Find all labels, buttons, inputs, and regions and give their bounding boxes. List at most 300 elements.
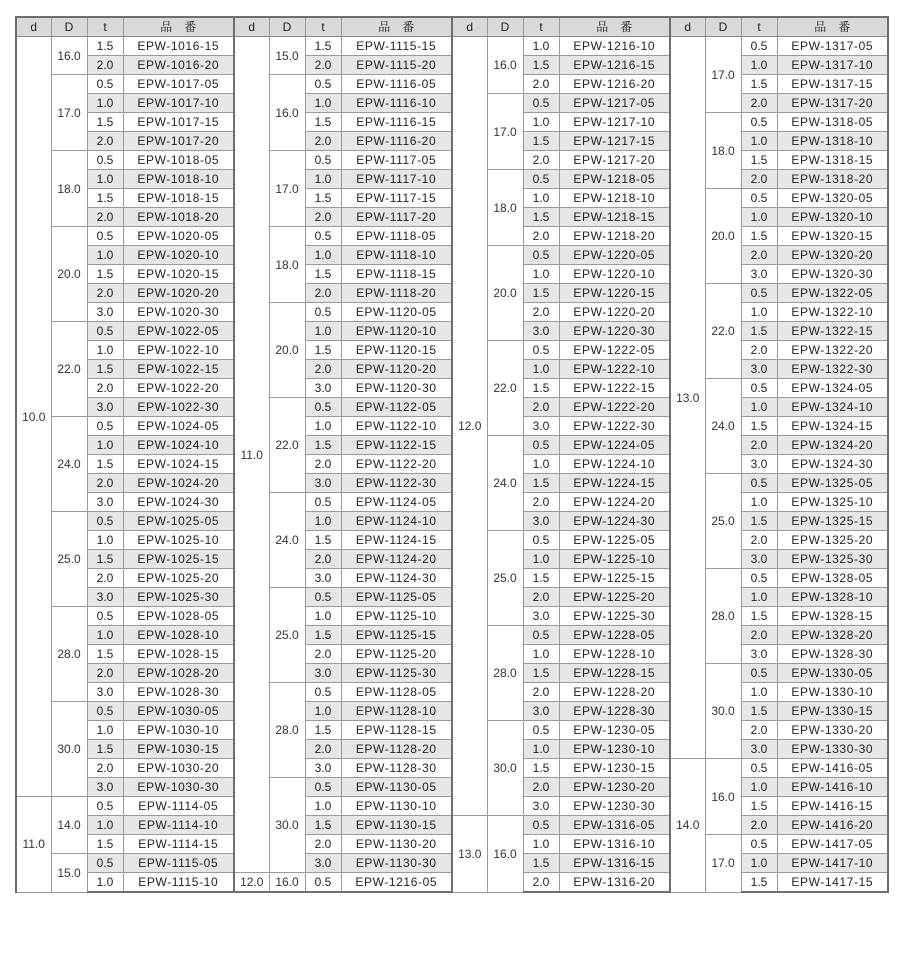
part-number-cell: EPW-1320-15 xyxy=(777,227,888,246)
t-cell: 0.5 xyxy=(741,664,777,683)
part-number-cell: EPW-1025-20 xyxy=(123,569,234,588)
t-cell: 2.0 xyxy=(305,56,341,75)
t-cell: 3.0 xyxy=(523,797,559,816)
part-number-cell: EPW-1330-05 xyxy=(777,664,888,683)
t-cell: 0.5 xyxy=(87,322,123,341)
part-number-cell: EPW-1028-10 xyxy=(123,626,234,645)
t-cell: 1.0 xyxy=(741,208,777,227)
part-number-cell: EPW-1216-20 xyxy=(559,75,670,94)
t-cell: 1.0 xyxy=(523,645,559,664)
part-number-cell: EPW-1120-15 xyxy=(341,341,452,360)
D-cell: 28.0 xyxy=(487,626,523,721)
part-number-cell: EPW-1316-05 xyxy=(559,816,670,835)
t-cell: 1.0 xyxy=(87,170,123,189)
part-number-cell: EPW-1018-15 xyxy=(123,189,234,208)
part-number-cell: EPW-1324-20 xyxy=(777,436,888,455)
t-cell: 0.5 xyxy=(523,531,559,550)
t-cell: 1.0 xyxy=(87,626,123,645)
t-cell: 1.0 xyxy=(87,873,123,893)
part-number-cell: EPW-1120-20 xyxy=(341,360,452,379)
part-number-cell: EPW-1025-05 xyxy=(123,512,234,531)
t-cell: 3.0 xyxy=(305,854,341,873)
part-number-cell: EPW-1028-30 xyxy=(123,683,234,702)
t-cell: 1.5 xyxy=(523,759,559,778)
part-number-cell: EPW-1016-15 xyxy=(123,37,234,56)
t-cell: 3.0 xyxy=(741,645,777,664)
part-number-cell: EPW-1130-05 xyxy=(341,778,452,797)
part-number-cell: EPW-1216-15 xyxy=(559,56,670,75)
t-cell: 3.0 xyxy=(87,588,123,607)
part-number-cell: EPW-1117-10 xyxy=(341,170,452,189)
part-number-cell: EPW-1230-20 xyxy=(559,778,670,797)
part-number-cell: EPW-1118-20 xyxy=(341,284,452,303)
part-number-cell: EPW-1228-30 xyxy=(559,702,670,721)
t-cell: 1.0 xyxy=(87,531,123,550)
t-cell: 0.5 xyxy=(305,683,341,702)
part-number-cell: EPW-1025-15 xyxy=(123,550,234,569)
t-cell: 1.0 xyxy=(305,512,341,531)
D-cell: 30.0 xyxy=(487,721,523,816)
part-number-cell: EPW-1224-20 xyxy=(559,493,670,512)
part-number-cell: EPW-1128-05 xyxy=(341,683,452,702)
spec-table-container xyxy=(15,16,887,936)
t-cell: 1.5 xyxy=(305,816,341,835)
header-t-g1: t xyxy=(87,17,123,37)
header-part-number-g3: 品 番 xyxy=(559,17,670,37)
t-cell: 0.5 xyxy=(87,75,123,94)
part-number-cell: EPW-1222-15 xyxy=(559,379,670,398)
header-d-g2: d xyxy=(234,17,269,37)
part-number-cell: EPW-1416-10 xyxy=(777,778,888,797)
D-cell: 18.0 xyxy=(705,113,741,189)
D-cell: 25.0 xyxy=(51,512,87,607)
t-cell: 3.0 xyxy=(741,455,777,474)
part-number-cell: EPW-1125-30 xyxy=(341,664,452,683)
t-cell: 2.0 xyxy=(87,569,123,588)
t-cell: 1.5 xyxy=(87,740,123,759)
t-cell: 1.0 xyxy=(741,132,777,151)
D-cell: 22.0 xyxy=(705,284,741,379)
t-cell: 3.0 xyxy=(87,398,123,417)
part-number-cell: EPW-1116-20 xyxy=(341,132,452,151)
t-cell: 1.0 xyxy=(305,417,341,436)
t-cell: 0.5 xyxy=(741,113,777,132)
D-cell: 17.0 xyxy=(487,94,523,170)
header-D-g3: D xyxy=(487,17,523,37)
t-cell: 1.0 xyxy=(87,721,123,740)
D-cell: 16.0 xyxy=(487,816,523,893)
t-cell: 2.0 xyxy=(741,626,777,645)
part-number-cell: EPW-1225-30 xyxy=(559,607,670,626)
part-number-cell: EPW-1318-10 xyxy=(777,132,888,151)
t-cell: 1.5 xyxy=(87,550,123,569)
part-number-cell: EPW-1228-10 xyxy=(559,645,670,664)
part-number-cell: EPW-1330-20 xyxy=(777,721,888,740)
part-number-cell: EPW-1020-05 xyxy=(123,227,234,246)
t-cell: 1.0 xyxy=(305,170,341,189)
t-cell: 0.5 xyxy=(305,778,341,797)
t-cell: 3.0 xyxy=(305,569,341,588)
part-number-cell: EPW-1417-10 xyxy=(777,854,888,873)
part-number-cell: EPW-1022-20 xyxy=(123,379,234,398)
D-cell: 15.0 xyxy=(269,37,305,75)
part-number-cell: EPW-1322-05 xyxy=(777,284,888,303)
d-cell: 11.0 xyxy=(16,797,51,893)
t-cell: 2.0 xyxy=(87,284,123,303)
part-number-cell: EPW-1230-10 xyxy=(559,740,670,759)
part-number-cell: EPW-1018-05 xyxy=(123,151,234,170)
t-cell: 0.5 xyxy=(87,702,123,721)
t-cell: 0.5 xyxy=(523,626,559,645)
t-cell: 2.0 xyxy=(87,759,123,778)
D-cell: 16.0 xyxy=(269,873,305,893)
D-cell: 16.0 xyxy=(705,759,741,835)
part-number-cell: EPW-1117-15 xyxy=(341,189,452,208)
part-number-cell: EPW-1222-10 xyxy=(559,360,670,379)
part-number-cell: EPW-1230-30 xyxy=(559,797,670,816)
t-cell: 1.0 xyxy=(523,740,559,759)
t-cell: 3.0 xyxy=(87,778,123,797)
part-number-cell: EPW-1114-05 xyxy=(123,797,234,816)
part-number-cell: EPW-1316-10 xyxy=(559,835,670,854)
part-number-cell: EPW-1115-15 xyxy=(341,37,452,56)
t-cell: 2.0 xyxy=(523,398,559,417)
part-number-cell: EPW-1016-20 xyxy=(123,56,234,75)
t-cell: 0.5 xyxy=(523,436,559,455)
t-cell: 1.0 xyxy=(305,702,341,721)
t-cell: 2.0 xyxy=(523,873,559,893)
t-cell: 3.0 xyxy=(523,417,559,436)
header-part-number-g4: 品 番 xyxy=(777,17,888,37)
part-number-cell: EPW-1116-10 xyxy=(341,94,452,113)
t-cell: 1.0 xyxy=(741,493,777,512)
t-cell: 1.5 xyxy=(305,37,341,56)
part-number-cell: EPW-1122-15 xyxy=(341,436,452,455)
part-number-cell: EPW-1317-20 xyxy=(777,94,888,113)
D-cell: 25.0 xyxy=(705,474,741,569)
part-number-cell: EPW-1328-05 xyxy=(777,569,888,588)
t-cell: 0.5 xyxy=(305,398,341,417)
part-number-cell: EPW-1324-10 xyxy=(777,398,888,417)
D-cell: 17.0 xyxy=(705,835,741,893)
D-cell: 18.0 xyxy=(269,227,305,303)
t-cell: 2.0 xyxy=(305,208,341,227)
D-cell: 22.0 xyxy=(487,341,523,436)
t-cell: 1.5 xyxy=(305,265,341,284)
part-number-cell: EPW-1416-05 xyxy=(777,759,888,778)
part-number-table xyxy=(15,16,889,893)
part-number-cell: EPW-1417-05 xyxy=(777,835,888,854)
part-number-cell: EPW-1118-10 xyxy=(341,246,452,265)
part-number-cell: EPW-1320-10 xyxy=(777,208,888,227)
D-cell: 17.0 xyxy=(705,37,741,113)
t-cell: 2.0 xyxy=(741,531,777,550)
t-cell: 2.0 xyxy=(523,588,559,607)
t-cell: 0.5 xyxy=(87,227,123,246)
t-cell: 1.0 xyxy=(741,56,777,75)
part-number-cell: EPW-1125-05 xyxy=(341,588,452,607)
t-cell: 2.0 xyxy=(523,493,559,512)
part-number-cell: EPW-1120-10 xyxy=(341,322,452,341)
part-number-cell: EPW-1320-30 xyxy=(777,265,888,284)
t-cell: 2.0 xyxy=(741,436,777,455)
t-cell: 1.0 xyxy=(523,550,559,569)
t-cell: 3.0 xyxy=(741,550,777,569)
part-number-cell: EPW-1124-10 xyxy=(341,512,452,531)
t-cell: 1.5 xyxy=(741,702,777,721)
t-cell: 1.0 xyxy=(741,398,777,417)
part-number-cell: EPW-1128-30 xyxy=(341,759,452,778)
part-number-cell: EPW-1230-15 xyxy=(559,759,670,778)
t-cell: 3.0 xyxy=(741,360,777,379)
D-cell: 17.0 xyxy=(269,151,305,227)
part-number-cell: EPW-1030-05 xyxy=(123,702,234,721)
t-cell: 1.0 xyxy=(87,341,123,360)
header-d-g4: d xyxy=(670,17,705,37)
t-cell: 0.5 xyxy=(305,151,341,170)
t-cell: 2.0 xyxy=(741,246,777,265)
part-number-cell: EPW-1028-05 xyxy=(123,607,234,626)
part-number-cell: EPW-1318-15 xyxy=(777,151,888,170)
t-cell: 2.0 xyxy=(523,151,559,170)
part-number-cell: EPW-1030-10 xyxy=(123,721,234,740)
t-cell: 1.5 xyxy=(305,721,341,740)
D-cell: 28.0 xyxy=(269,683,305,778)
D-cell: 18.0 xyxy=(487,170,523,246)
part-number-cell: EPW-1130-20 xyxy=(341,835,452,854)
part-number-cell: EPW-1316-20 xyxy=(559,873,670,893)
t-cell: 2.0 xyxy=(523,75,559,94)
part-number-cell: EPW-1325-20 xyxy=(777,531,888,550)
t-cell: 1.5 xyxy=(523,569,559,588)
part-number-cell: EPW-1218-05 xyxy=(559,170,670,189)
part-number-cell: EPW-1122-20 xyxy=(341,455,452,474)
header-d-g1: d xyxy=(16,17,51,37)
D-cell: 15.0 xyxy=(51,854,87,893)
t-cell: 2.0 xyxy=(523,227,559,246)
t-cell: 1.5 xyxy=(87,265,123,284)
part-number-cell: EPW-1320-05 xyxy=(777,189,888,208)
t-cell: 2.0 xyxy=(523,778,559,797)
t-cell: 0.5 xyxy=(741,379,777,398)
t-cell: 1.5 xyxy=(741,873,777,893)
D-cell: 24.0 xyxy=(51,417,87,512)
t-cell: 1.0 xyxy=(87,94,123,113)
part-number-cell: EPW-1316-15 xyxy=(559,854,670,873)
part-number-cell: EPW-1325-30 xyxy=(777,550,888,569)
part-number-cell: EPW-1217-05 xyxy=(559,94,670,113)
part-number-cell: EPW-1017-15 xyxy=(123,113,234,132)
part-number-cell: EPW-1115-05 xyxy=(123,854,234,873)
part-number-cell: EPW-1322-15 xyxy=(777,322,888,341)
D-cell: 16.0 xyxy=(487,37,523,94)
header-D-g1: D xyxy=(51,17,87,37)
part-number-cell: EPW-1416-15 xyxy=(777,797,888,816)
t-cell: 0.5 xyxy=(741,284,777,303)
t-cell: 0.5 xyxy=(523,246,559,265)
D-cell: 24.0 xyxy=(269,493,305,588)
part-number-cell: EPW-1224-15 xyxy=(559,474,670,493)
t-cell: 0.5 xyxy=(87,854,123,873)
t-cell: 1.0 xyxy=(523,37,559,56)
part-number-cell: EPW-1322-30 xyxy=(777,360,888,379)
part-number-cell: EPW-1225-15 xyxy=(559,569,670,588)
D-cell: 25.0 xyxy=(487,531,523,626)
t-cell: 3.0 xyxy=(741,740,777,759)
D-cell: 30.0 xyxy=(51,702,87,797)
part-number-cell: EPW-1220-20 xyxy=(559,303,670,322)
header-t-g3: t xyxy=(523,17,559,37)
t-cell: 2.0 xyxy=(741,170,777,189)
t-cell: 1.0 xyxy=(87,246,123,265)
part-number-cell: EPW-1116-15 xyxy=(341,113,452,132)
t-cell: 3.0 xyxy=(741,265,777,284)
t-cell: 1.5 xyxy=(305,189,341,208)
t-cell: 0.5 xyxy=(523,721,559,740)
t-cell: 0.5 xyxy=(87,512,123,531)
part-number-cell: EPW-1114-10 xyxy=(123,816,234,835)
t-cell: 1.0 xyxy=(305,94,341,113)
part-number-cell: EPW-1324-05 xyxy=(777,379,888,398)
t-cell: 3.0 xyxy=(305,474,341,493)
part-number-cell: EPW-1228-20 xyxy=(559,683,670,702)
t-cell: 2.0 xyxy=(741,341,777,360)
part-number-cell: EPW-1028-15 xyxy=(123,645,234,664)
t-cell: 2.0 xyxy=(305,455,341,474)
D-cell: 20.0 xyxy=(487,246,523,341)
t-cell: 1.5 xyxy=(741,512,777,531)
t-cell: 0.5 xyxy=(741,569,777,588)
part-number-cell: EPW-1130-10 xyxy=(341,797,452,816)
part-number-cell: EPW-1125-20 xyxy=(341,645,452,664)
part-number-cell: EPW-1218-15 xyxy=(559,208,670,227)
part-number-cell: EPW-1317-05 xyxy=(777,37,888,56)
part-number-cell: EPW-1224-30 xyxy=(559,512,670,531)
t-cell: 1.5 xyxy=(523,854,559,873)
t-cell: 1.5 xyxy=(305,113,341,132)
D-cell: 28.0 xyxy=(705,569,741,664)
t-cell: 2.0 xyxy=(87,474,123,493)
d-cell: 13.0 xyxy=(670,37,705,759)
part-number-cell: EPW-1122-30 xyxy=(341,474,452,493)
t-cell: 0.5 xyxy=(523,94,559,113)
D-cell: 28.0 xyxy=(51,607,87,702)
t-cell: 1.0 xyxy=(305,322,341,341)
t-cell: 3.0 xyxy=(523,702,559,721)
part-number-cell: EPW-1128-15 xyxy=(341,721,452,740)
D-cell: 20.0 xyxy=(269,303,305,398)
t-cell: 1.0 xyxy=(741,683,777,702)
D-cell: 17.0 xyxy=(51,75,87,151)
t-cell: 2.0 xyxy=(741,721,777,740)
t-cell: 1.5 xyxy=(741,417,777,436)
part-number-cell: EPW-1022-05 xyxy=(123,322,234,341)
t-cell: 2.0 xyxy=(523,303,559,322)
part-number-cell: EPW-1124-05 xyxy=(341,493,452,512)
D-cell: 22.0 xyxy=(269,398,305,493)
part-number-cell: EPW-1325-05 xyxy=(777,474,888,493)
D-cell: 24.0 xyxy=(705,379,741,474)
t-cell: 2.0 xyxy=(87,208,123,227)
t-cell: 3.0 xyxy=(87,493,123,512)
t-cell: 1.5 xyxy=(305,341,341,360)
part-number-cell: EPW-1028-20 xyxy=(123,664,234,683)
part-number-cell: EPW-1330-30 xyxy=(777,740,888,759)
part-number-cell: EPW-1322-10 xyxy=(777,303,888,322)
t-cell: 1.0 xyxy=(741,778,777,797)
D-cell: 18.0 xyxy=(51,151,87,227)
t-cell: 2.0 xyxy=(87,664,123,683)
part-number-cell: EPW-1114-15 xyxy=(123,835,234,854)
t-cell: 0.5 xyxy=(741,37,777,56)
part-number-cell: EPW-1328-10 xyxy=(777,588,888,607)
t-cell: 2.0 xyxy=(523,683,559,702)
d-cell: 10.0 xyxy=(16,37,51,797)
part-number-cell: EPW-1124-20 xyxy=(341,550,452,569)
t-cell: 0.5 xyxy=(305,588,341,607)
t-cell: 2.0 xyxy=(305,284,341,303)
part-number-cell: EPW-1030-20 xyxy=(123,759,234,778)
part-number-cell: EPW-1024-10 xyxy=(123,436,234,455)
t-cell: 1.0 xyxy=(523,113,559,132)
d-cell: 11.0 xyxy=(234,37,269,873)
D-cell: 20.0 xyxy=(705,189,741,284)
D-cell: 22.0 xyxy=(51,322,87,417)
part-number-cell: EPW-1017-20 xyxy=(123,132,234,151)
part-number-cell: EPW-1328-20 xyxy=(777,626,888,645)
D-cell: 14.0 xyxy=(51,797,87,854)
part-number-cell: EPW-1224-10 xyxy=(559,455,670,474)
part-number-cell: EPW-1017-05 xyxy=(123,75,234,94)
D-cell: 16.0 xyxy=(51,37,87,75)
t-cell: 0.5 xyxy=(305,303,341,322)
part-number-cell: EPW-1020-10 xyxy=(123,246,234,265)
t-cell: 1.0 xyxy=(305,607,341,626)
part-number-cell: EPW-1225-20 xyxy=(559,588,670,607)
part-number-cell: EPW-1117-20 xyxy=(341,208,452,227)
t-cell: 2.0 xyxy=(305,132,341,151)
part-number-cell: EPW-1018-20 xyxy=(123,208,234,227)
part-number-cell: EPW-1324-30 xyxy=(777,455,888,474)
part-number-cell: EPW-1220-10 xyxy=(559,265,670,284)
part-number-cell: EPW-1025-10 xyxy=(123,531,234,550)
part-number-cell: EPW-1122-10 xyxy=(341,417,452,436)
header-part-number-g1: 品 番 xyxy=(123,17,234,37)
part-number-cell: EPW-1230-05 xyxy=(559,721,670,740)
t-cell: 3.0 xyxy=(523,512,559,531)
t-cell: 1.0 xyxy=(87,436,123,455)
part-number-cell: EPW-1128-10 xyxy=(341,702,452,721)
part-number-cell: EPW-1222-30 xyxy=(559,417,670,436)
part-number-cell: EPW-1328-30 xyxy=(777,645,888,664)
t-cell: 1.0 xyxy=(87,816,123,835)
t-cell: 0.5 xyxy=(87,797,123,816)
t-cell: 0.5 xyxy=(305,493,341,512)
part-number-cell: EPW-1318-05 xyxy=(777,113,888,132)
part-number-cell: EPW-1220-15 xyxy=(559,284,670,303)
table-row xyxy=(16,816,888,835)
part-number-cell: EPW-1324-15 xyxy=(777,417,888,436)
t-cell: 0.5 xyxy=(305,227,341,246)
t-cell: 2.0 xyxy=(305,835,341,854)
t-cell: 3.0 xyxy=(305,759,341,778)
part-number-cell: EPW-1122-05 xyxy=(341,398,452,417)
t-cell: 1.0 xyxy=(523,360,559,379)
part-number-cell: EPW-1128-20 xyxy=(341,740,452,759)
part-number-cell: EPW-1125-15 xyxy=(341,626,452,645)
t-cell: 1.5 xyxy=(87,113,123,132)
t-cell: 1.5 xyxy=(741,797,777,816)
